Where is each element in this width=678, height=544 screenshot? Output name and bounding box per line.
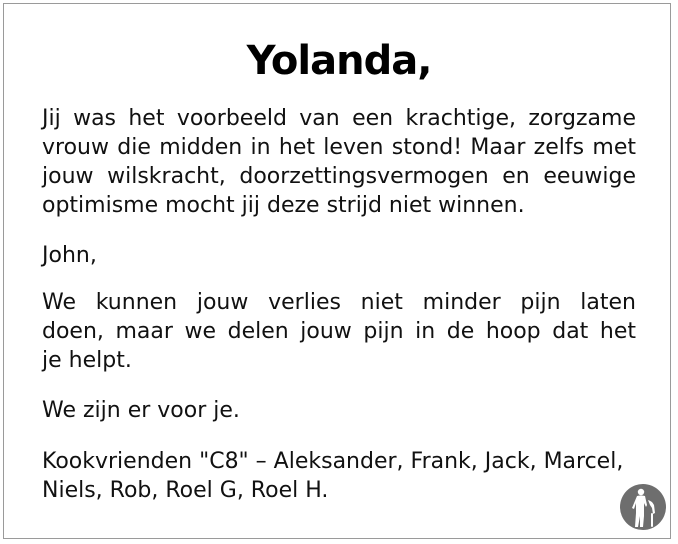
closing [42,396,636,425]
signature-line: Kookvrienden "C8" – Aleksander, Frank, Jack, Marcel, [42,449,624,474]
memorial-figure-icon [619,483,667,531]
text-line: je helpt. [42,348,132,373]
signature-line: Niels, Rob, Roel G, Roel H. [42,478,329,503]
paragraph-condolence [42,288,636,375]
text-line: vrouw die midden in het leven stond! Maar zelfs met [42,135,636,160]
salutation [42,241,636,270]
signature [42,447,636,505]
salutation-text: John, [42,243,97,268]
text-line: optimisme mocht jij deze strijd niet winnen. [42,193,525,218]
notice-heading: Yolanda, [246,38,432,84]
text-line: We kunnen jouw verlies niet minder pijn laten [42,290,636,315]
text-line: doen, maar we delen jouw pijn in de hoop dat het [42,319,636,344]
closing-text: We zijn er voor je. [42,398,240,423]
text-line: Jij was het voorbeeld van een krachtige, zorgzame [42,106,636,131]
text-line: jouw wilskracht, doorzettingsvermogen en eeuwige [42,164,636,189]
paragraph-tribute [42,104,636,220]
